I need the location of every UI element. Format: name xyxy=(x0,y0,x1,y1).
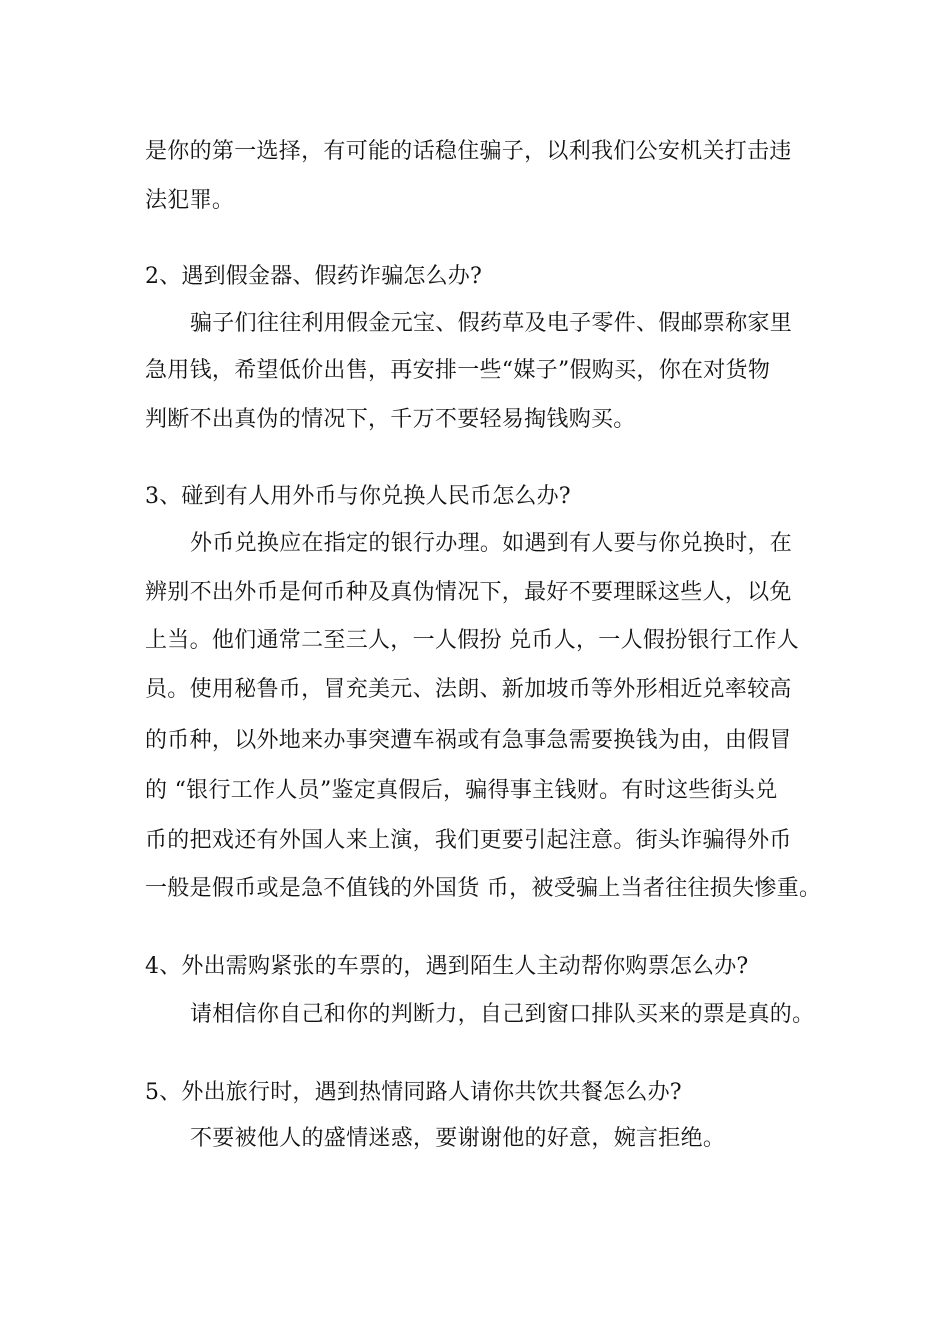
paragraph-line: 不要被他人的盛情迷惑，要谢谢他的好意，婉言拒绝。 xyxy=(190,1126,726,1151)
paragraph-line: 判断不出真伪的情况下，千万不要轻易掏钱购买。 xyxy=(145,407,636,432)
paragraph-line: 上当。他们通常二至三人，一人假扮 兑币人，一人假扮银行工作人 xyxy=(145,628,799,653)
paragraph-line: 外币兑换应在指定的银行办理。如遇到有人要与你兑换时，在 xyxy=(190,531,793,556)
paragraph-line: 的 “银行工作人员”鉴定真假后，骗得事主钱财。有时这些街头兑 xyxy=(145,778,778,803)
section-heading: 5、外出旅行时，遇到热情同路人请你共饮共餐怎么办? xyxy=(145,1080,682,1105)
paragraph-line: 骗子们往往利用假金元宝、假药草及电子零件、假邮票称家里 xyxy=(190,311,793,336)
paragraph-line: 请相信你自己和你的判断力，自己到窗口排队买来的票是真的。 xyxy=(190,1002,815,1027)
section-heading: 3、碰到有人用外币与你兑换人民币怎么办? xyxy=(145,484,571,509)
paragraph-line: 员。使用秘鲁币，冒充美元、法朗、新加坡币等外形相近兑率较高 xyxy=(145,677,792,702)
paragraph-line: 辨别不出外币是何币种及真伪情况下，最好不要理睬这些人，以免 xyxy=(145,580,792,605)
section-heading: 4、外出需购紧张的车票的，遇到陌生人主动帮你购票怎么办? xyxy=(145,954,749,979)
paragraph-line: 的币种，以外地来办事突遭车祸或有急事急需要换钱为由，由假冒 xyxy=(145,728,792,753)
paragraph-line: 急用钱，希望低价出售，再安排一些“媒子”假购买，你在对货物 xyxy=(145,358,771,383)
paragraph-line: 一般是假币或是急不值钱的外国货 币，被受骗上当者往往损失惨重。 xyxy=(145,876,822,901)
paragraph-line: 是你的第一选择，有可能的话稳住骗子，以利我们公安机关打击违 xyxy=(145,139,792,164)
paragraph-line: 币的把戏还有外国人来上演，我们更要引起注意。街头诈骗得外币 xyxy=(145,828,792,853)
paragraph-line: 法犯罪。 xyxy=(145,188,235,213)
section-heading: 2、遇到假金器、假药诈骗怎么办? xyxy=(145,264,482,289)
